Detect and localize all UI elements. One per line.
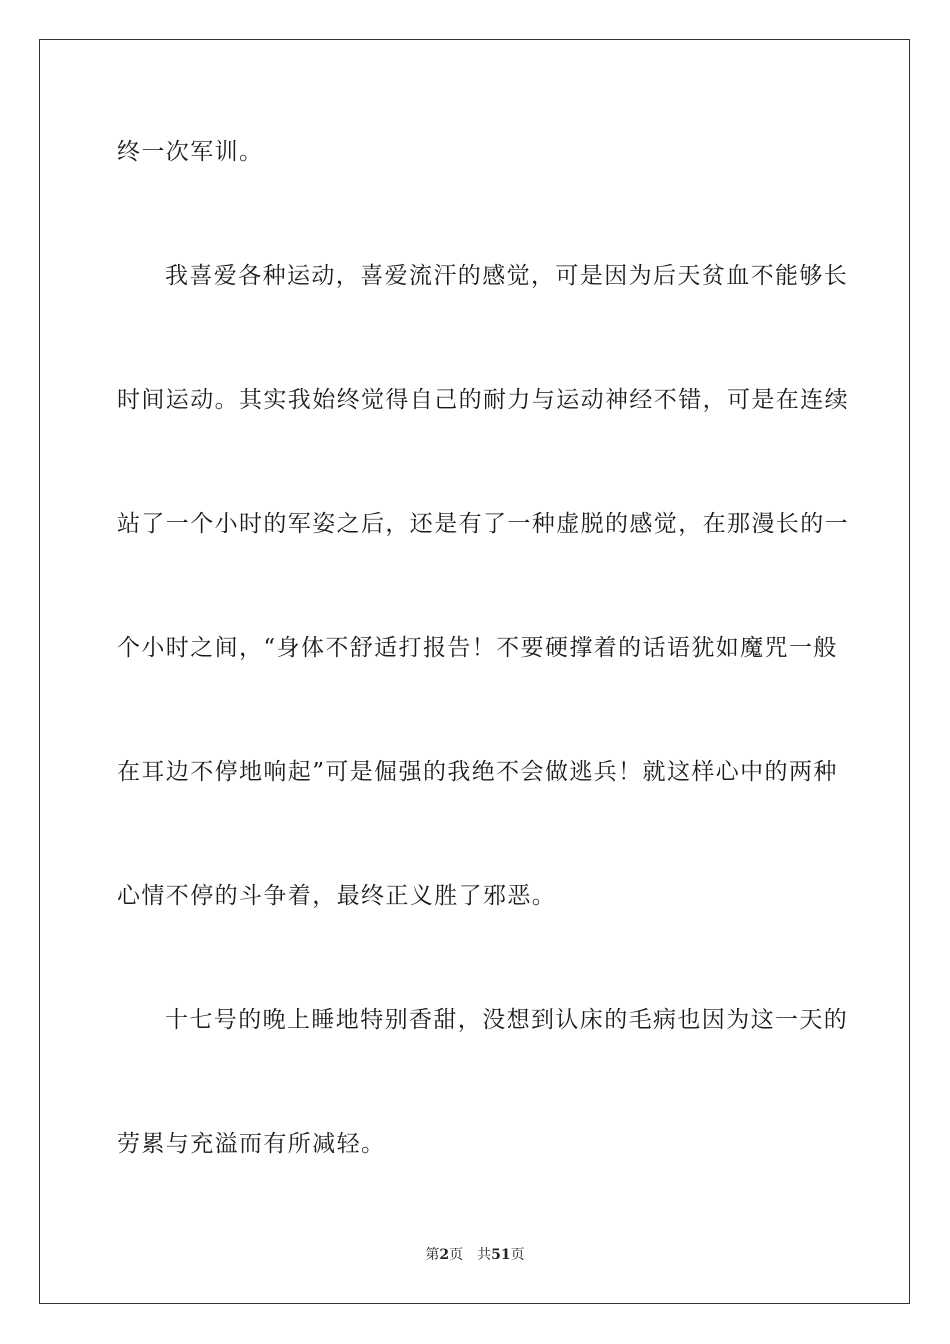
text-line-1: 终一次军训。 <box>117 139 264 165</box>
total-suffix: 页 <box>510 1247 525 1263</box>
text-line-6: 在耳边不停地响起”可是倔强的我绝不会做逃兵！就这样心中的两种 <box>117 759 838 785</box>
total-prefix: 共 <box>477 1247 492 1263</box>
page-border <box>39 39 910 1304</box>
page-footer <box>0 1245 950 1265</box>
text-line-3: 时间运动。其实我始终觉得自己的耐力与运动神经不错，可是在连续 <box>117 387 849 413</box>
page-number: 2 <box>439 1247 450 1263</box>
text-line-2: 我喜爱各种运动，喜爱流汗的感觉，可是因为后天贫血不能够长 <box>165 263 849 289</box>
text-line-5: 个小时之间，“身体不舒适打报告！不要硬撑着的话语犹如魔咒一般 <box>117 635 838 661</box>
text-line-4: 站了一个小时的军姿之后，还是有了一种虚脱的感觉，在那漫长的一 <box>117 511 849 537</box>
text-line-8: 十七号的晚上睡地特别香甜，没想到认床的毛病也因为这一天的 <box>165 1007 849 1033</box>
text-line-9: 劳累与充溢而有所减轻。 <box>117 1131 386 1157</box>
page-suffix: 页 <box>449 1247 464 1263</box>
page-prefix: 第 <box>425 1247 440 1263</box>
total-pages: 51 <box>491 1247 511 1263</box>
text-line-7: 心情不停的斗争着，最终正义胜了邪恶。 <box>117 883 557 909</box>
